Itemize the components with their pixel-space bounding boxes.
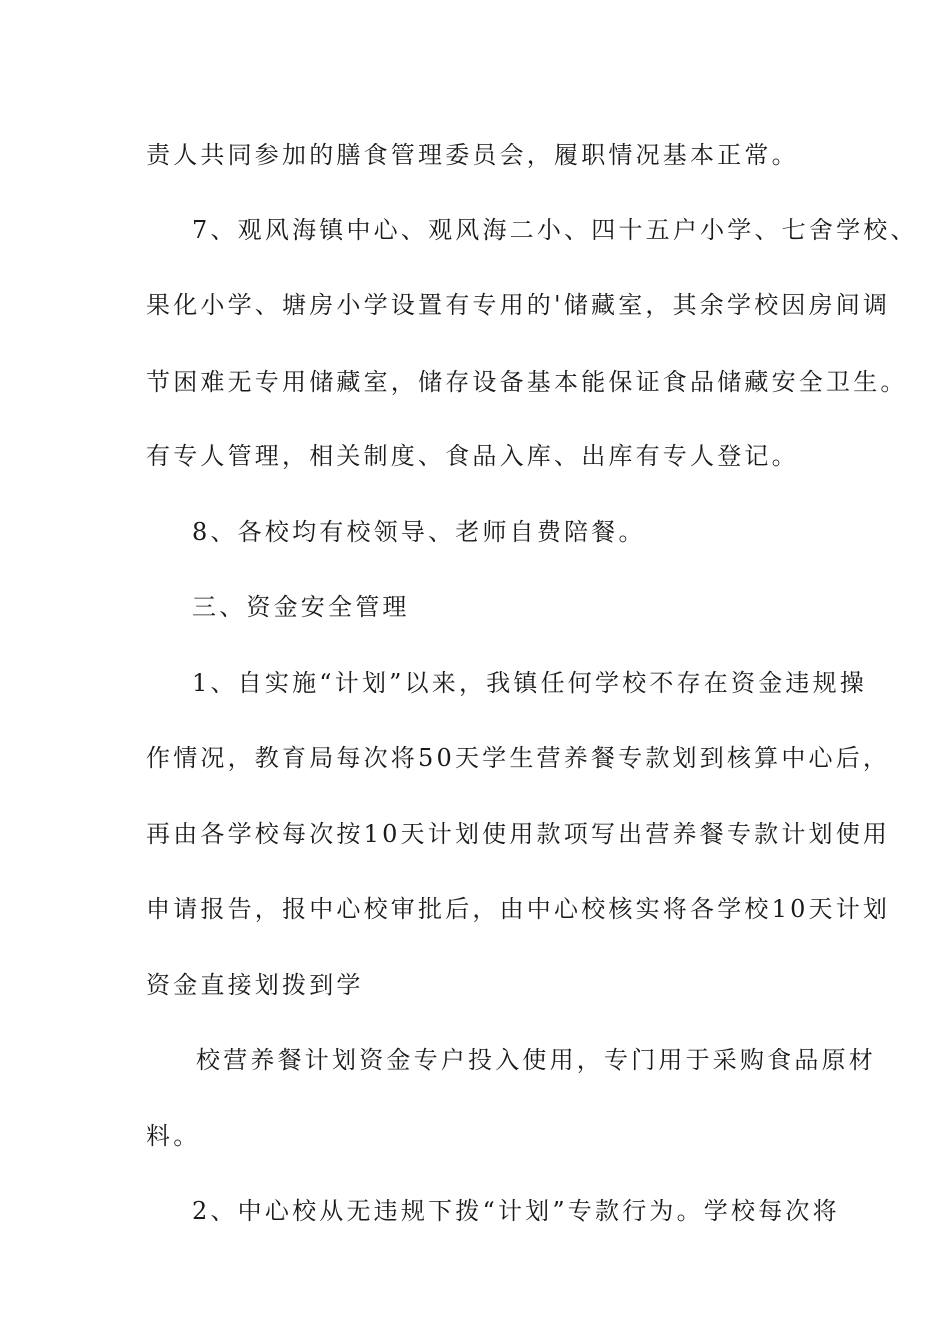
- text-line: 1、自实施“计划”以来，我镇任何学校不存在资金违规操: [192, 669, 868, 697]
- text-line: 果化小学、塘房小学设置有专用的'储藏室，其余学校因房间调: [146, 291, 891, 319]
- text-line: 作情况，教育局每次将50天学生营养餐专款划到核算中心后，: [146, 744, 891, 772]
- text-line: 责人共同参加的膳食管理委员会，履职情况基本正常。: [146, 141, 799, 169]
- text-line: 2、中心校从无违规下拨“计划”专款行为。学校每次将: [192, 1197, 840, 1225]
- text-line: 再由各学校每次按10天计划使用款项写出营养餐专款计划使用: [146, 820, 891, 848]
- text-line: 8、各校均有校领导、老师自费陪餐。: [192, 518, 646, 546]
- text-line: 资金直接划拨到学: [146, 971, 364, 999]
- section-heading: 三、资金安全管理: [192, 593, 410, 621]
- text-line: 校营养餐计划资金专户投入使用，专门用于采购食品原材: [196, 1046, 876, 1074]
- text-line: 节困难无专用储藏室，储存设备基本能保证食品储藏安全卫生。: [146, 368, 908, 396]
- text-line: 有专人管理，相关制度、食品入库、出库有专人登记。: [146, 442, 799, 470]
- text-line: 料。: [146, 1122, 201, 1150]
- text-line: 7、观风海镇中心、观风海二小、四十五户小学、七舍学校、: [192, 216, 918, 244]
- text-line: 申请报告，报中心校审批后，由中心校核实将各学校10天计划: [146, 895, 891, 923]
